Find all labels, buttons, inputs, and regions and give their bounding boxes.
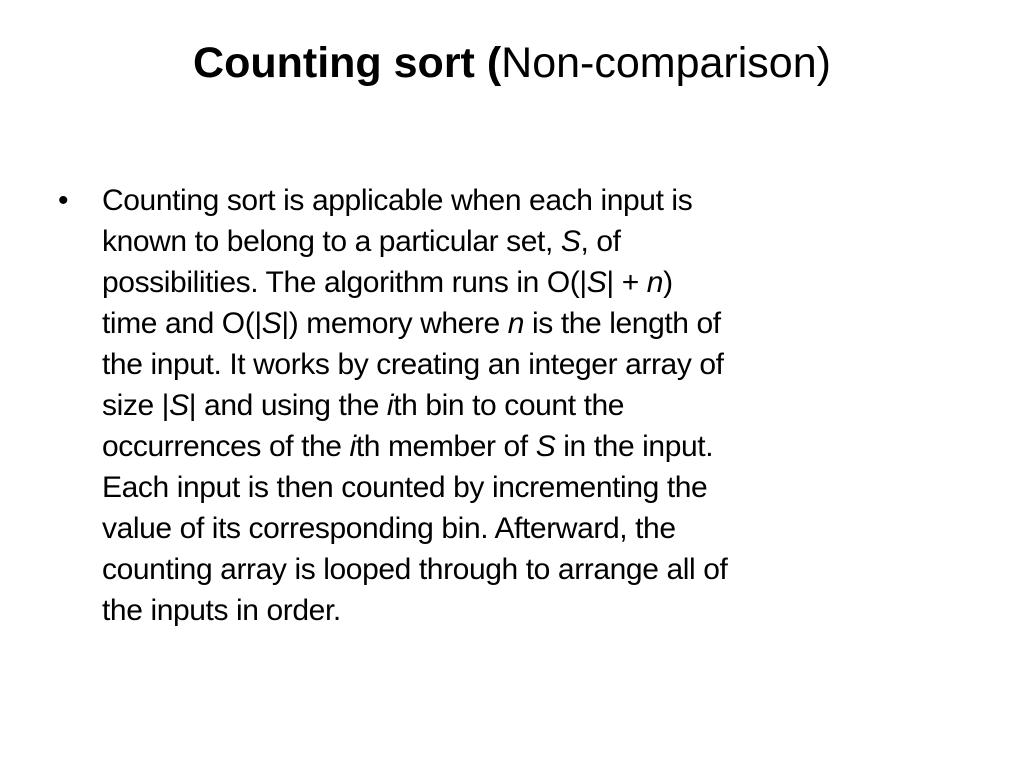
italic-text-segment: i	[386, 389, 394, 422]
text-segment: known to belong to a particular set,	[102, 225, 561, 258]
text-segment: possibilities. The algorithm runs in O(|	[102, 266, 587, 299]
text-segment: )	[663, 266, 673, 299]
italic-text-segment: S	[535, 430, 556, 463]
slide-title	[60, 28, 964, 98]
slide-title-bold: Counting sort (	[193, 39, 502, 87]
text-segment: , of	[580, 225, 621, 258]
body-text-line	[102, 549, 970, 590]
text-segment: | +	[606, 266, 647, 299]
body-text-line	[102, 344, 970, 385]
text-segment: in the input.	[555, 430, 714, 463]
body-text-line	[102, 221, 970, 262]
body-text-line	[102, 385, 970, 426]
italic-text-segment: n	[507, 307, 525, 340]
text-segment: th member of	[355, 430, 536, 463]
body-text-line	[102, 590, 970, 631]
italic-text-segment: S	[560, 225, 581, 258]
bullet-text	[102, 180, 970, 631]
slide-content	[58, 180, 970, 631]
text-segment: occurrences of the	[102, 430, 350, 463]
body-text-line	[102, 262, 970, 303]
text-segment: time and O(|	[102, 307, 262, 340]
text-segment: is the length of	[524, 307, 721, 340]
body-text-line	[102, 180, 970, 221]
italic-text-segment: S	[169, 389, 189, 422]
italic-text-segment: n	[646, 266, 664, 299]
text-segment: the input. It works by creating an integer array of	[102, 348, 724, 381]
body-text-line	[102, 508, 970, 549]
body-text-line	[102, 303, 970, 344]
text-segment: Each input is then counted by incrementing the	[102, 471, 708, 504]
slide-title-normal: Non-comparison)	[501, 39, 831, 87]
text-segment: the inputs in order.	[102, 594, 341, 627]
bullet-item	[58, 180, 970, 631]
text-segment: counting array is looped through to arrange all of	[102, 553, 728, 586]
text-segment: |) memory where	[281, 307, 508, 340]
italic-text-segment: S	[261, 307, 282, 340]
text-segment: size |	[102, 389, 170, 422]
italic-text-segment: S	[586, 266, 607, 299]
italic-text-segment: i	[349, 430, 356, 463]
text-segment: th bin to count the	[393, 389, 625, 422]
bullet-icon: •	[58, 184, 69, 217]
body-text-line	[102, 426, 970, 467]
text-segment: | and using the	[188, 389, 387, 422]
body-text-line	[102, 467, 970, 508]
text-segment: Counting sort is applicable when each input is	[102, 184, 693, 217]
text-segment: value of its corresponding bin. Afterward, the	[102, 512, 676, 545]
